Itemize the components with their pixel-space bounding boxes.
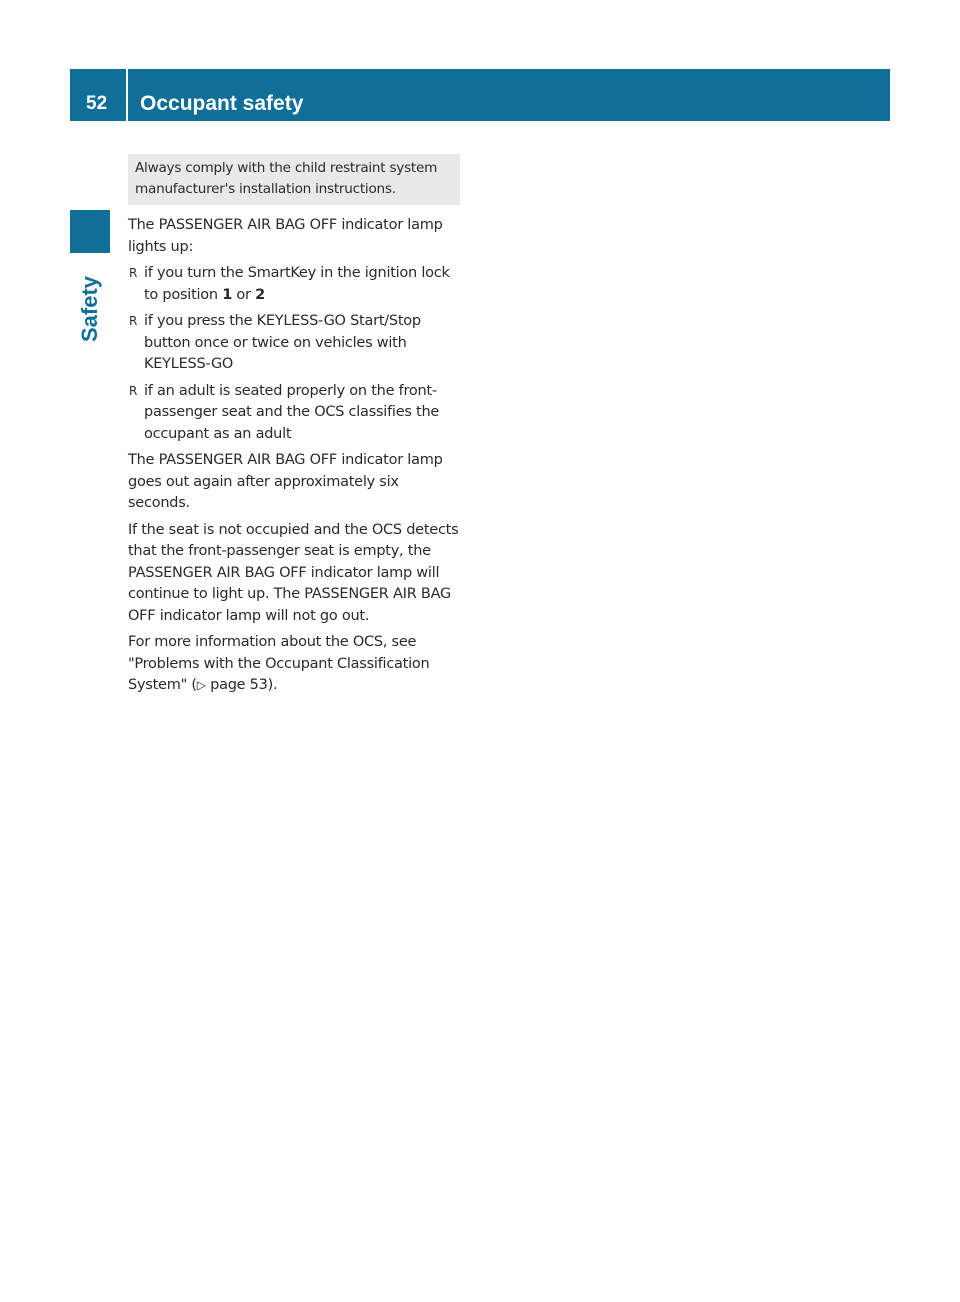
list-item-text-connector: or xyxy=(232,286,256,303)
not-occupied-paragraph: If the seat is not occupied and the OCS detects that the front-passenger seat is empty, the PASSENGER AIR BAG OFF indicator lamp will continue to light up. The PASSENGER AIR BAG OFF indicator lamp will not go out. xyxy=(128,521,459,624)
list-item-text: if an adult is seated properly on the front-passenger seat and the OCS classifies the occupant as an adult xyxy=(144,382,440,442)
position-1-label: 1 xyxy=(222,286,233,303)
bullet-marker: R xyxy=(129,266,138,280)
note-box xyxy=(128,154,460,205)
list-item-text: if you press the KEYLESS-GO Start/Stop button once or twice on vehicles with KEYLESS-GO xyxy=(144,313,421,372)
list-item xyxy=(128,263,460,306)
page-reference-link[interactable]: page 53 xyxy=(205,677,268,693)
position-2-label: 2 xyxy=(255,286,265,303)
bullet-marker: R xyxy=(129,314,138,328)
intro-paragraph: The PASSENGER AIR BAG OFF indicator lamp lights up: xyxy=(128,217,443,255)
list-item-text: if you turn the SmartKey in the ignition lock to position xyxy=(144,265,450,303)
list-item xyxy=(128,311,460,376)
lights-up-conditions-list xyxy=(128,263,460,445)
side-tab-label: Safety xyxy=(77,275,102,342)
side-tab-marker xyxy=(70,210,110,253)
bullet-marker: R xyxy=(129,383,138,398)
main-content xyxy=(128,154,460,702)
section-title: Occupant safety xyxy=(128,69,890,121)
page-reference-arrow-icon: ▷ xyxy=(196,678,206,692)
page-number: 52 xyxy=(70,69,126,121)
more-info-text: For more information about the OCS, see "Problems with the Occupant Classification System" ( xyxy=(128,634,430,693)
goes-out-paragraph: The PASSENGER AIR BAG OFF indicator lamp goes out again after approximately six seconds. xyxy=(128,452,443,511)
list-item xyxy=(128,381,460,446)
more-info-paragraph xyxy=(128,632,460,697)
more-info-text-end: ). xyxy=(267,677,278,693)
note-text: Always comply with the child restraint system manufacturer's installation instructions. xyxy=(135,160,438,197)
